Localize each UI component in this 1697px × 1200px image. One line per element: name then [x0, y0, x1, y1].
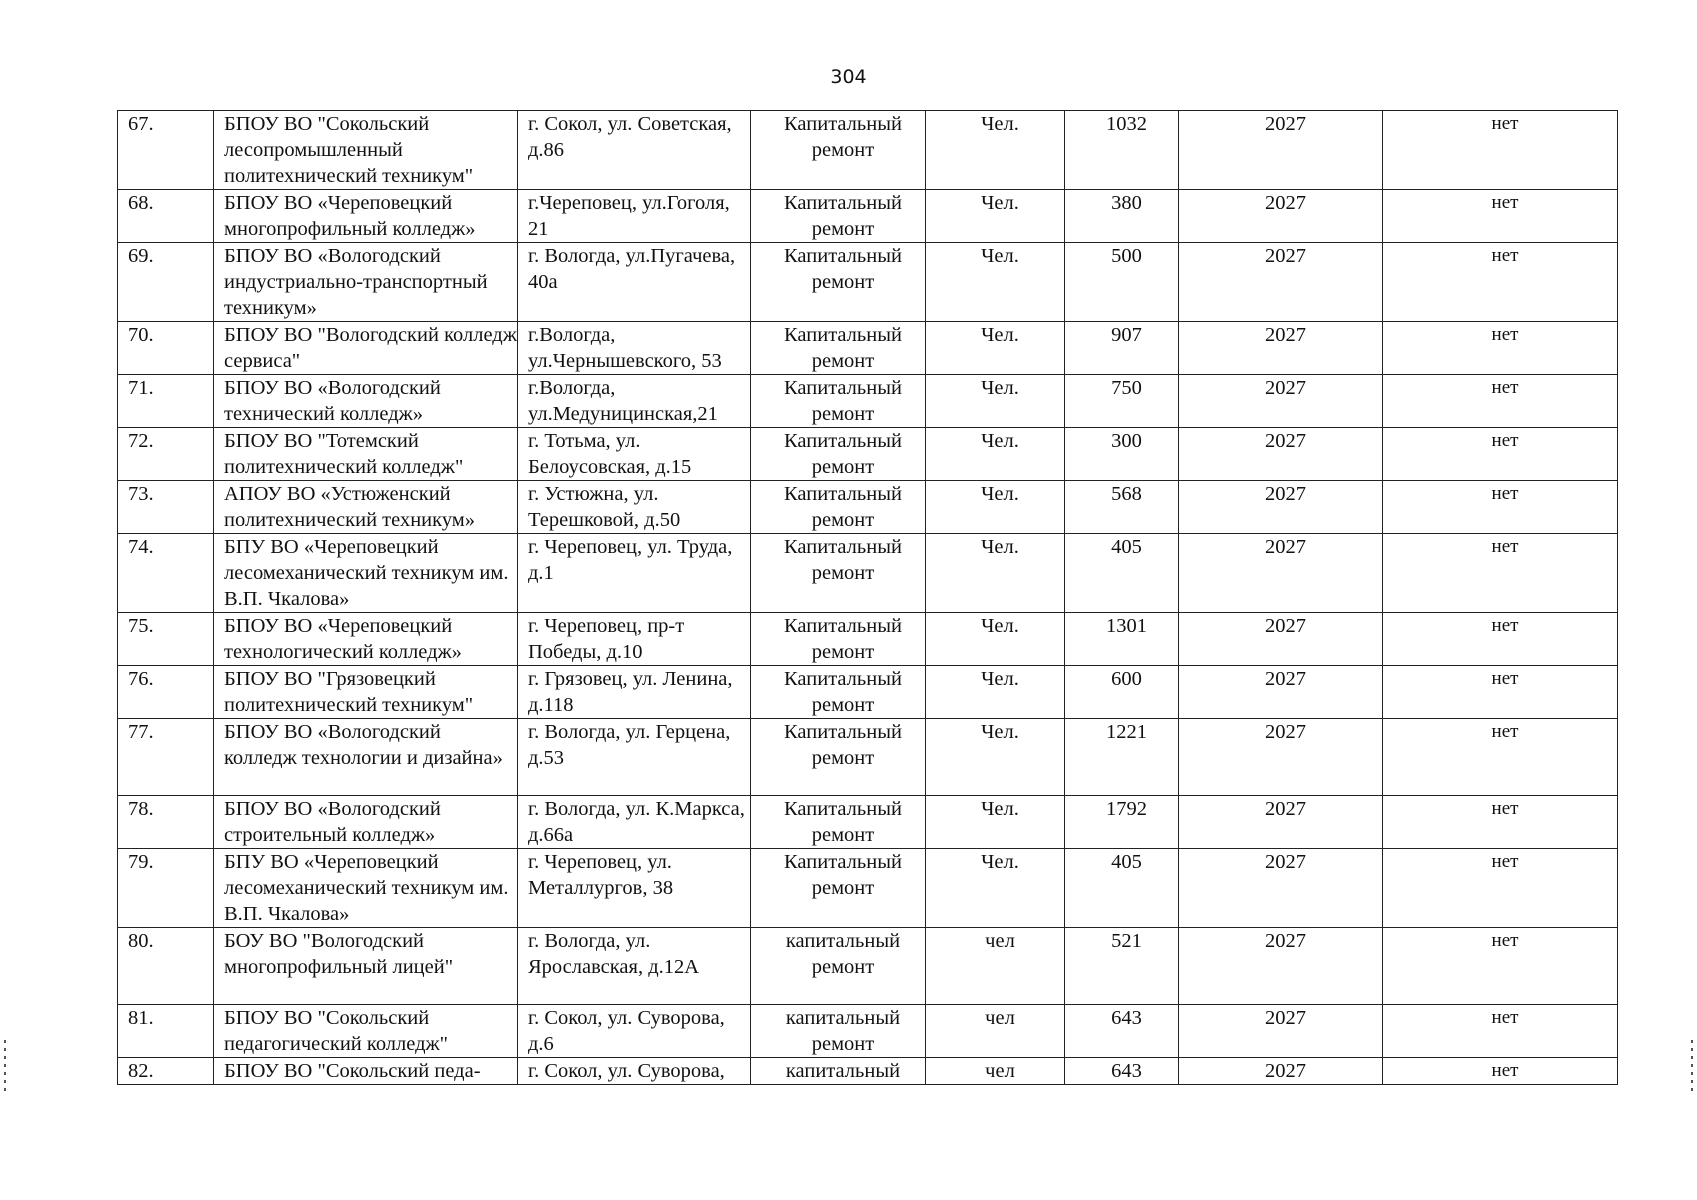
note: нет	[1383, 428, 1618, 481]
institution-address: г. Грязовец, ул. Ленина, д.118	[518, 666, 751, 719]
institution-address: г. Череповец, ул. Труда, д.1	[518, 534, 751, 613]
work-type: капитальный ремонт	[751, 1005, 926, 1058]
capacity: 405	[1065, 849, 1179, 928]
institution-name: БПОУ ВО «Вологодский индустриально-транспортный техникум»	[214, 243, 518, 322]
table-row	[118, 428, 1618, 481]
institution-address: г.Вологда, ул.Чернышевского, 53	[518, 322, 751, 375]
work-type: Капитальный ремонт	[751, 322, 926, 375]
year: 2027	[1179, 1058, 1383, 1085]
capacity: 1792	[1065, 796, 1179, 849]
year: 2027	[1179, 719, 1383, 796]
unit: Чел.	[926, 428, 1065, 481]
institution-name: БОУ ВО "Вологодский многопрофильный лицей"	[214, 928, 518, 1005]
row-number: 74.	[118, 534, 214, 613]
table-row	[118, 481, 1618, 534]
institution-address: г. Устюжна, ул. Терешковой, д.50	[518, 481, 751, 534]
unit: Чел.	[926, 190, 1065, 243]
year: 2027	[1179, 928, 1383, 1005]
unit: Чел.	[926, 666, 1065, 719]
institution-name: БПОУ ВО "Грязовецкий политехнический техникум"	[214, 666, 518, 719]
note: нет	[1383, 322, 1618, 375]
institution-address: г. Вологда, ул. Герцена, д.53	[518, 719, 751, 796]
year: 2027	[1179, 849, 1383, 928]
table-row	[118, 928, 1618, 1005]
work-type: Капитальный ремонт	[751, 666, 926, 719]
institution-address: г. Тотьма, ул. Белоусовская, д.15	[518, 428, 751, 481]
capacity: 1301	[1065, 613, 1179, 666]
capacity: 750	[1065, 375, 1179, 428]
capacity: 1032	[1065, 111, 1179, 190]
institution-name: БПОУ ВО «Вологодский колледж технологии и дизайна»	[214, 719, 518, 796]
row-number: 79.	[118, 849, 214, 928]
note: нет	[1383, 243, 1618, 322]
unit: Чел.	[926, 849, 1065, 928]
institution-name: БПОУ ВО "Сокольский педа-	[214, 1058, 518, 1085]
table-row	[118, 1005, 1618, 1058]
year: 2027	[1179, 190, 1383, 243]
work-type: капитальный	[751, 1058, 926, 1085]
institution-address: г. Череповец, пр-т Победы, д.10	[518, 613, 751, 666]
year: 2027	[1179, 613, 1383, 666]
year: 2027	[1179, 111, 1383, 190]
table-row	[118, 190, 1618, 243]
row-number: 71.	[118, 375, 214, 428]
capacity: 405	[1065, 534, 1179, 613]
note: нет	[1383, 1058, 1618, 1085]
unit: чел	[926, 1005, 1065, 1058]
work-type: Капитальный ремонт	[751, 481, 926, 534]
capacity: 521	[1065, 928, 1179, 1005]
year: 2027	[1179, 428, 1383, 481]
table-row	[118, 849, 1618, 928]
institution-address: г.Вологда, ул.Медуницинская,21	[518, 375, 751, 428]
capacity: 643	[1065, 1005, 1179, 1058]
work-type: Капитальный ремонт	[751, 375, 926, 428]
year: 2027	[1179, 322, 1383, 375]
institution-name: БПОУ ВО «Вологодский строительный колледж»	[214, 796, 518, 849]
table-row	[118, 111, 1618, 190]
work-type: Капитальный ремонт	[751, 111, 926, 190]
institution-name: БПОУ ВО "Сокольский лесопромышленный политехнический техникум"	[214, 111, 518, 190]
scan-edge-mark-left	[4, 1040, 6, 1096]
year: 2027	[1179, 243, 1383, 322]
institution-name: БПОУ ВО "Тотемский политехнический колледж"	[214, 428, 518, 481]
row-number: 78.	[118, 796, 214, 849]
note: нет	[1383, 111, 1618, 190]
year: 2027	[1179, 796, 1383, 849]
work-type: Капитальный ремонт	[751, 534, 926, 613]
unit: чел	[926, 928, 1065, 1005]
note: нет	[1383, 534, 1618, 613]
year: 2027	[1179, 1005, 1383, 1058]
institution-name: БПОУ ВО «Вологодский технический колледж»	[214, 375, 518, 428]
year: 2027	[1179, 534, 1383, 613]
row-number: 70.	[118, 322, 214, 375]
work-type: Капитальный ремонт	[751, 190, 926, 243]
table-row	[118, 534, 1618, 613]
capacity: 380	[1065, 190, 1179, 243]
row-number: 76.	[118, 666, 214, 719]
work-type: капитальный ремонт	[751, 928, 926, 1005]
year: 2027	[1179, 375, 1383, 428]
capacity: 300	[1065, 428, 1179, 481]
table-row	[118, 796, 1618, 849]
row-number: 77.	[118, 719, 214, 796]
work-type: Капитальный ремонт	[751, 719, 926, 796]
institution-name: БПУ ВО «Череповецкий лесомеханический техникум им. В.П. Чкалова»	[214, 534, 518, 613]
institution-address: г. Сокол, ул. Суворова,	[518, 1058, 751, 1085]
unit: Чел.	[926, 375, 1065, 428]
unit: Чел.	[926, 111, 1065, 190]
year: 2027	[1179, 481, 1383, 534]
work-type: Капитальный ремонт	[751, 613, 926, 666]
note: нет	[1383, 481, 1618, 534]
capacity: 500	[1065, 243, 1179, 322]
note: нет	[1383, 849, 1618, 928]
capacity: 643	[1065, 1058, 1179, 1085]
note: нет	[1383, 613, 1618, 666]
institution-name: БПОУ ВО «Череповецкий технологический колледж»	[214, 613, 518, 666]
institution-address: г. Вологда, ул. Ярославская, д.12А	[518, 928, 751, 1005]
work-type: Капитальный ремонт	[751, 243, 926, 322]
capacity: 600	[1065, 666, 1179, 719]
work-type: Капитальный ремонт	[751, 428, 926, 481]
institution-address: г. Сокол, ул. Советская, д.86	[518, 111, 751, 190]
capacity: 907	[1065, 322, 1179, 375]
row-number: 82.	[118, 1058, 214, 1085]
unit: Чел.	[926, 534, 1065, 613]
institution-name: БПОУ ВО «Череповецкий многопрофильный колледж»	[214, 190, 518, 243]
institution-name: БПОУ ВО "Сокольский педагогический колледж"	[214, 1005, 518, 1058]
institution-address: г. Череповец, ул. Металлургов, 38	[518, 849, 751, 928]
note: нет	[1383, 719, 1618, 796]
note: нет	[1383, 928, 1618, 1005]
unit: Чел.	[926, 613, 1065, 666]
row-number: 73.	[118, 481, 214, 534]
institution-name: АПОУ ВО «Устюженский политехнический техникум»	[214, 481, 518, 534]
row-number: 80.	[118, 928, 214, 1005]
unit: Чел.	[926, 796, 1065, 849]
unit: чел	[926, 1058, 1065, 1085]
institution-name: БПУ ВО «Череповецкий лесомеханический техникум им. В.П. Чкалова»	[214, 849, 518, 928]
capacity: 568	[1065, 481, 1179, 534]
institution-address: г. Сокол, ул. Суворова, д.6	[518, 1005, 751, 1058]
work-type: Капитальный ремонт	[751, 796, 926, 849]
table-row	[118, 375, 1618, 428]
note: нет	[1383, 190, 1618, 243]
table-row	[118, 666, 1618, 719]
row-number: 81.	[118, 1005, 214, 1058]
row-number: 69.	[118, 243, 214, 322]
note: нет	[1383, 1005, 1618, 1058]
institution-address: г. Вологда, ул. К.Маркса, д.66а	[518, 796, 751, 849]
unit: Чел.	[926, 719, 1065, 796]
institution-address: г.Череповец, ул.Гоголя, 21	[518, 190, 751, 243]
note: нет	[1383, 666, 1618, 719]
row-number: 68.	[118, 190, 214, 243]
unit: Чел.	[926, 243, 1065, 322]
row-number: 67.	[118, 111, 214, 190]
table-row	[118, 243, 1618, 322]
table-row	[118, 1058, 1618, 1085]
unit: Чел.	[926, 322, 1065, 375]
capacity: 1221	[1065, 719, 1179, 796]
scan-edge-mark-right	[1691, 1040, 1693, 1096]
table-row	[118, 322, 1618, 375]
institution-address: г. Вологда, ул.Пугачева, 40а	[518, 243, 751, 322]
table-row	[118, 719, 1618, 796]
year: 2027	[1179, 666, 1383, 719]
unit: Чел.	[926, 481, 1065, 534]
works-table	[117, 110, 1618, 1085]
note: нет	[1383, 375, 1618, 428]
work-type: Капитальный ремонт	[751, 849, 926, 928]
row-number: 75.	[118, 613, 214, 666]
table-row	[118, 613, 1618, 666]
note: нет	[1383, 796, 1618, 849]
page-number: 304	[830, 66, 867, 88]
institution-name: БПОУ ВО "Вологодский колледж сервиса"	[214, 322, 518, 375]
row-number: 72.	[118, 428, 214, 481]
